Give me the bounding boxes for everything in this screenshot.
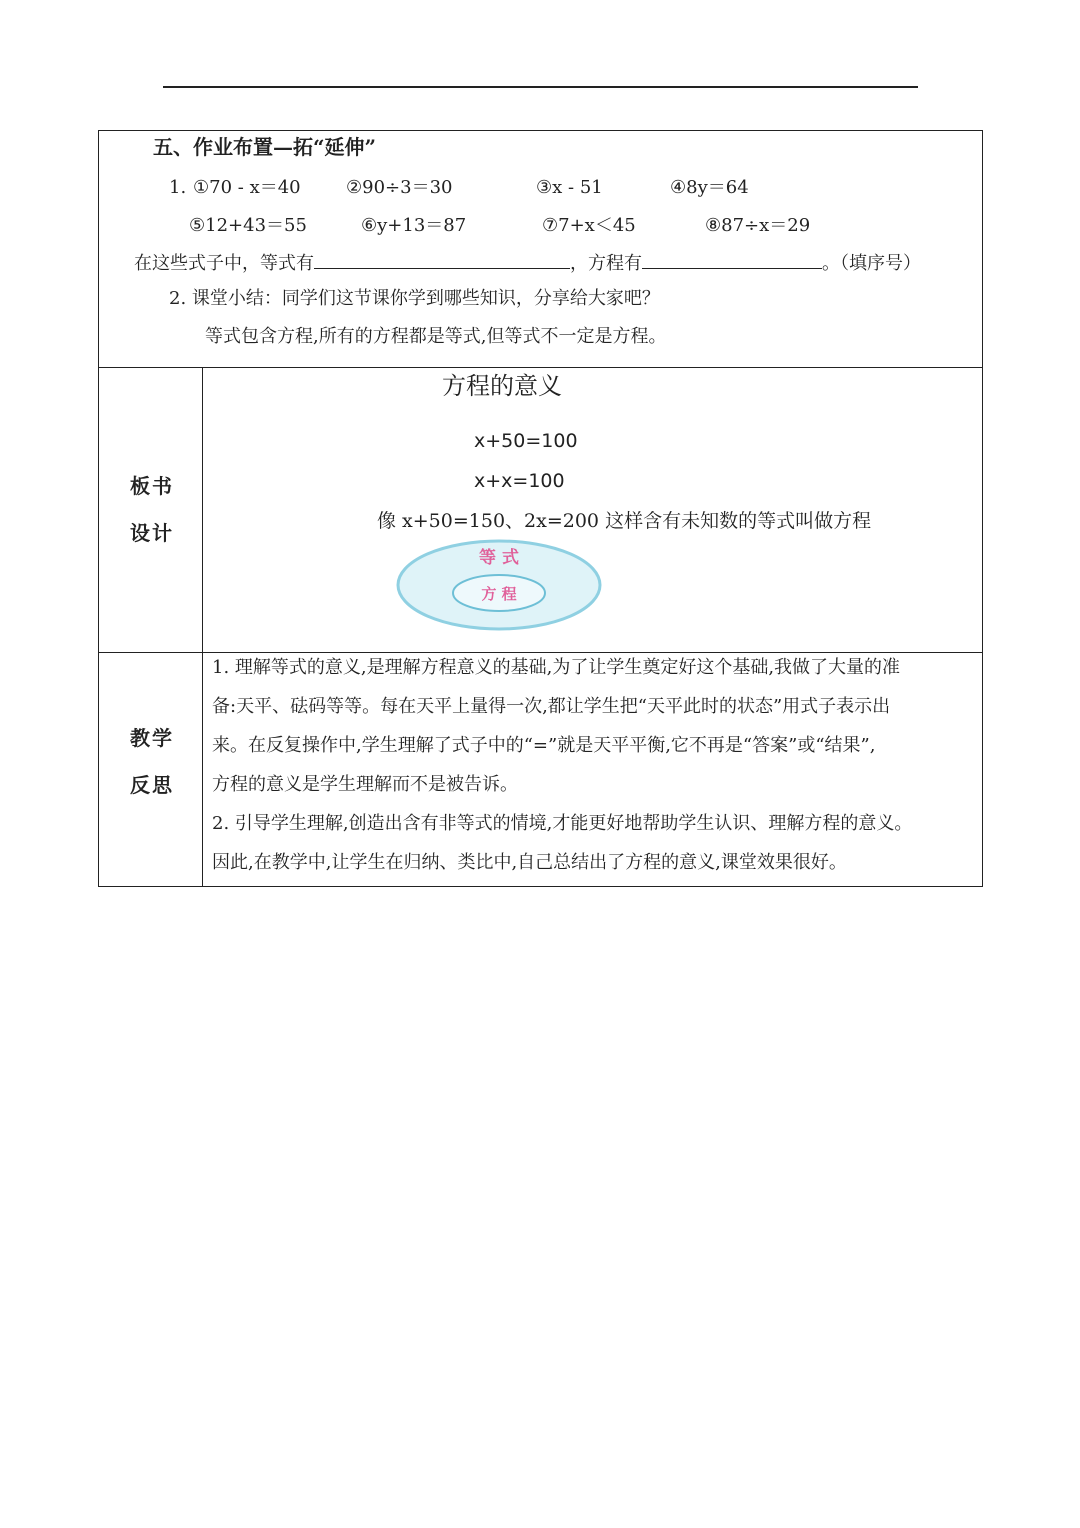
reflection-label-line: 教学 — [130, 726, 174, 750]
venn-inner-label: 方 程 — [481, 585, 517, 603]
expression-item: ⑥y+13＝87 — [361, 215, 467, 236]
row-divider — [99, 367, 982, 368]
expression-item: ④8y＝64 — [670, 177, 749, 198]
formula-answer-blank[interactable] — [642, 252, 822, 269]
venn-outer-label: 等 式 — [479, 548, 519, 568]
lesson-table — [98, 130, 983, 887]
column-divider — [202, 367, 203, 886]
board-label-line: 板书 — [130, 474, 174, 498]
venn-diagram — [395, 535, 605, 635]
equation-answer-blank[interactable] — [314, 252, 570, 269]
reflection-line: 方程的意义是学生理解而不是被告诉。 — [212, 774, 518, 795]
expression-item: ②90÷3＝30 — [346, 177, 453, 198]
reflection-label — [130, 722, 174, 798]
reflection-text — [212, 648, 977, 882]
reflection-line: 1. 理解等式的意义,是理解方程意义的基础,为了让学生奠定好这个基础,我做了大量的准 — [212, 657, 901, 678]
header-rule — [163, 86, 918, 88]
fill-mid: ，方程有 — [570, 253, 642, 274]
reflection-line: 2. 引导学生理解,创造出含有非等式的情境,才能更好地帮助学生认识、理解方程的意义。 — [212, 813, 913, 834]
expression-item: ①70 - x＝40 — [193, 177, 301, 198]
reflection-line: 备:天平、砝码等等。每在天平上量得一次,都让学生把“天平此时的状态”用式子表示出 — [212, 696, 891, 717]
fill-prefix: 在这些式子中，等式有 — [134, 253, 314, 274]
summary-answer: 等式包含方程,所有的方程都是等式,但等式不一定是方程。 — [205, 326, 667, 347]
board-label-line: 设计 — [130, 521, 174, 545]
summary-question: 2. 课堂小结：同学们这节课你学到哪些知识，分享给大家吧？ — [169, 288, 660, 309]
expression-item: ⑦7+x＜45 — [542, 215, 636, 236]
board-label — [130, 470, 174, 546]
fill-in-sentence — [134, 252, 921, 273]
board-title: 方程的意义 — [442, 372, 562, 400]
expression-item: ③x - 51 — [536, 177, 603, 198]
reflection-label-line: 反思 — [130, 773, 174, 797]
expression-item: ⑤12+43＝55 — [189, 215, 307, 236]
reflection-line: 因此,在教学中,让学生在归纳、类比中,自己总结出了方程的意义,课堂效果很好。 — [212, 852, 847, 873]
question-number: 1. — [169, 177, 187, 198]
definition-line: 像 x+50=150、2x=200 这样含有未知数的等式叫做方程 — [377, 510, 872, 532]
homework-heading: 五、作业布置—拓“延伸” — [153, 135, 377, 159]
reflection-line: 来。在反复操作中,学生理解了式子中的“=”就是天平平衡,它不再是“答案”或“结果”, — [212, 735, 876, 756]
equation-line: x+50=100 — [474, 430, 578, 452]
equation-line: x+x=100 — [474, 470, 565, 492]
fill-suffix: 。（填序号） — [822, 253, 921, 274]
expression-item: ⑧87÷x＝29 — [705, 215, 811, 236]
